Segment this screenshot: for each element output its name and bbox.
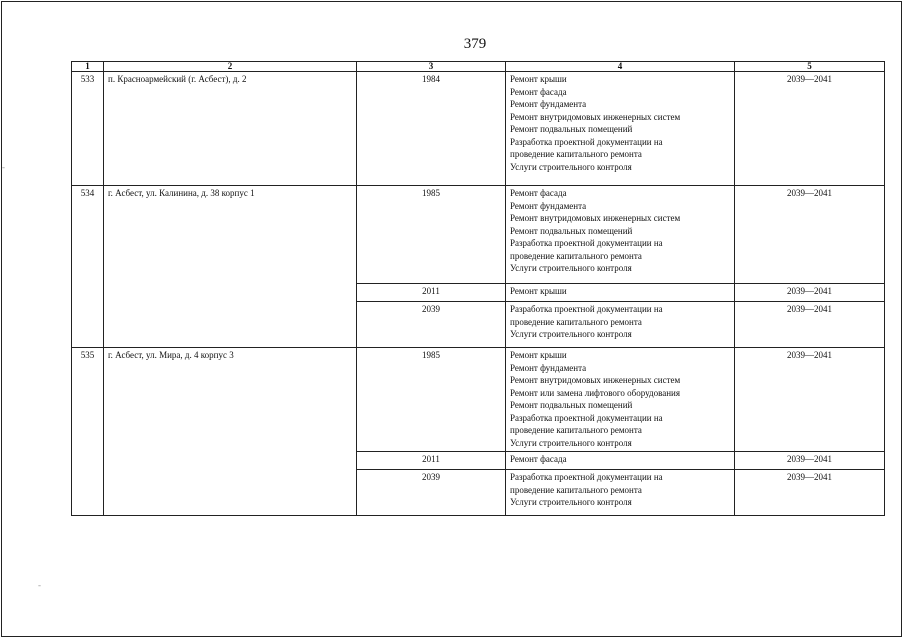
table-body	[72, 72, 885, 516]
period-cell: 2039—2041	[735, 186, 885, 284]
year-cell: 2011	[357, 284, 506, 302]
work-item: проведение капитального ремонта	[510, 149, 642, 159]
period-cell: 2039—2041	[735, 72, 885, 186]
year-cell: 1985	[357, 348, 506, 452]
work-item: Ремонт фундамента	[510, 200, 587, 211]
work-item: Ремонт фасада	[510, 188, 567, 198]
period-cell: 2039—2041	[735, 302, 885, 348]
header-col-5: 5	[735, 62, 885, 72]
year-cell: 2039	[357, 470, 506, 516]
period-cell: 2039—2041	[735, 452, 885, 470]
work-item: Ремонт фундамента	[510, 362, 587, 373]
header-col-2: 2	[104, 62, 357, 72]
works-cell	[506, 284, 735, 302]
table-row	[72, 72, 885, 186]
work-item: Разработка проектной документации на	[510, 304, 663, 314]
works-cell	[506, 452, 735, 470]
period-cell: 2039—2041	[735, 284, 885, 302]
works-cell	[506, 186, 735, 284]
year-cell: 2039	[357, 302, 506, 348]
header-row	[72, 62, 885, 72]
header-col-3: 3	[357, 62, 506, 72]
scan-mark: -	[38, 580, 41, 590]
year-cell: 2011	[357, 452, 506, 470]
year-cell: 1985	[357, 186, 506, 284]
row-number-cell: 533	[72, 72, 104, 186]
work-item: Ремонт подвальных помещений	[510, 400, 633, 410]
work-item: проведение капитального ремонта	[510, 484, 642, 495]
work-item: проведение капитального ремонта	[510, 425, 642, 435]
work-item: Ремонт подвальных помещений	[510, 124, 633, 134]
work-item: Ремонт внутридомовых инженерных систем	[510, 111, 681, 122]
work-item: Услуги строительного контроля	[510, 437, 632, 448]
work-item: Ремонт фасада	[510, 86, 567, 97]
scan-mark: -	[2, 162, 5, 172]
work-item: Ремонт фасада	[510, 454, 567, 464]
work-item: Ремонт внутридомовых инженерных систем	[510, 375, 681, 385]
work-item: Разработка проектной документации на	[510, 412, 663, 423]
works-cell	[506, 348, 735, 452]
work-item: Услуги строительного контроля	[510, 329, 632, 339]
works-cell	[506, 302, 735, 348]
work-item: Ремонт крыши	[510, 286, 567, 296]
header-col-4: 4	[506, 62, 735, 72]
table-row	[72, 186, 885, 284]
address-cell: г. Асбест, ул. Мира, д. 4 корпус 3	[104, 348, 357, 516]
page-number: 379	[463, 36, 487, 52]
year-cell: 1984	[357, 72, 506, 186]
address-cell: г. Асбест, ул. Калинина, д. 38 корпус 1	[104, 186, 357, 348]
row-number-cell: 535	[72, 348, 104, 516]
work-item: Ремонт или замена лифтового оборудования	[510, 387, 680, 398]
work-item: Услуги строительного контроля	[510, 497, 632, 507]
header-col-1: 1	[72, 62, 104, 72]
work-item: Услуги строительного контроля	[510, 161, 632, 172]
table-row	[72, 348, 885, 452]
period-cell: 2039—2041	[735, 348, 885, 452]
work-item: Разработка проектной документации на	[510, 136, 663, 147]
work-item: Услуги строительного контроля	[510, 263, 632, 273]
row-number-cell: 534	[72, 186, 104, 348]
repair-schedule-table	[71, 61, 885, 516]
work-item: проведение капитального ремонта	[510, 316, 642, 327]
work-item: Разработка проектной документации на	[510, 238, 663, 248]
work-item: Ремонт крыши	[510, 74, 567, 84]
work-item: проведение капитального ремонта	[510, 250, 642, 261]
address-cell: п. Красноармейский (г. Асбест), д. 2	[104, 72, 357, 186]
work-item: Ремонт подвальных помещений	[510, 225, 633, 236]
work-item: Ремонт фундамента	[510, 99, 587, 109]
work-item: Разработка проектной документации на	[510, 472, 663, 482]
period-cell: 2039—2041	[735, 470, 885, 516]
works-cell	[506, 470, 735, 516]
work-item: Ремонт внутридомовых инженерных систем	[510, 213, 681, 223]
works-cell	[506, 72, 735, 186]
work-item: Ремонт крыши	[510, 350, 567, 360]
